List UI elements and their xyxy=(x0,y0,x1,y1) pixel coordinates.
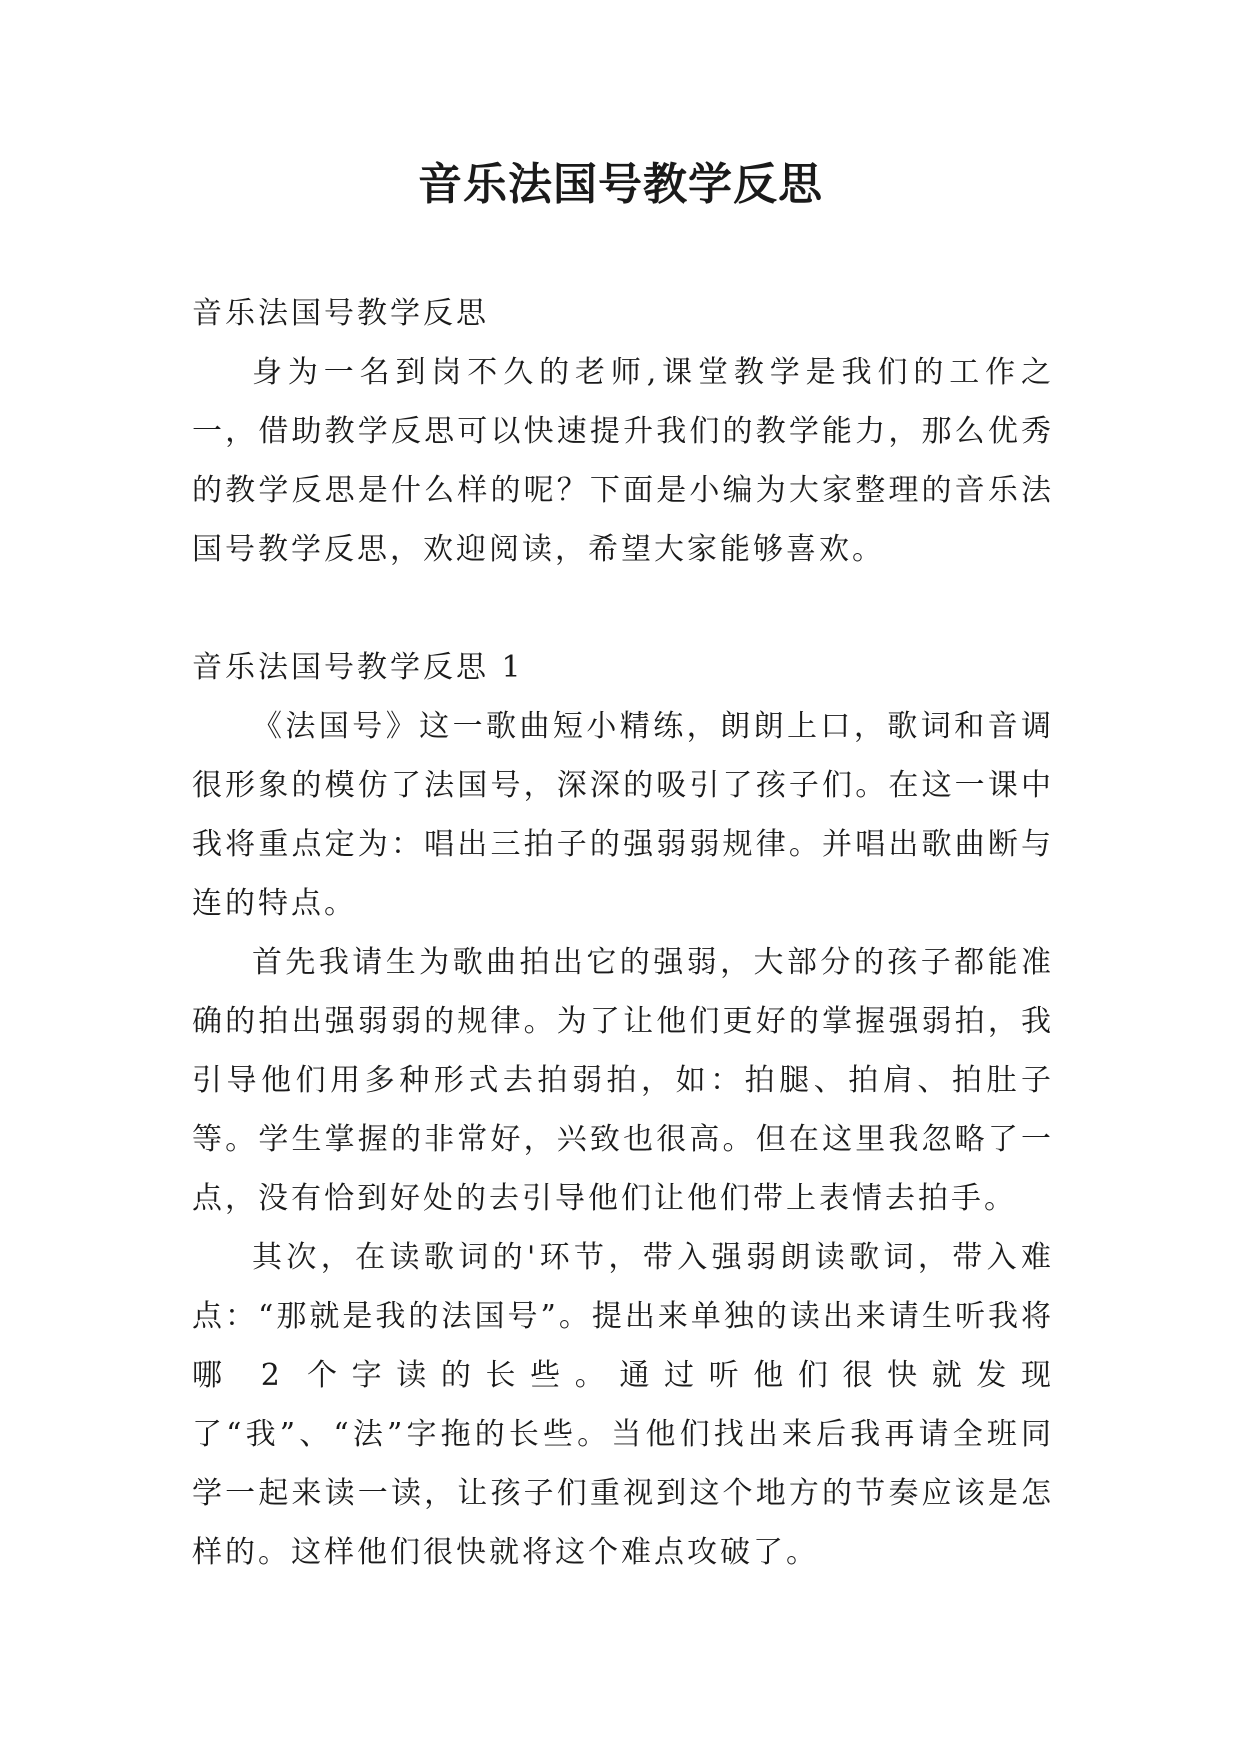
intro-heading: 音乐法国号教学反思 xyxy=(192,296,489,331)
section-1-paragraph: 首先我请生为歌曲拍出它的强弱，大部分的孩子都能准确的拍出强弱弱的规律。为了让他们更好的掌握强弱拍，我引导他们用多种形式去拍弱拍，如：拍腿、拍肩、拍肚子等。学生掌握的非常好，兴致也很高。但在这里我忽略了一点，没有恰到好处的去引导他们让他们带上表情去拍手。 xyxy=(192,945,1054,1216)
intro-paragraph: 身为一名到岗不久的老师,课堂教学是我们的工作之一，借助教学反思可以快速提升我们的教学能力，那么优秀的教学反思是什么样的呢？下面是小编为大家整理的音乐法国号教学反思，欢迎阅读，希望大家能够喜欢。 xyxy=(192,355,1054,567)
document-body xyxy=(192,284,1054,1582)
section-spacer xyxy=(192,579,1054,638)
section-1-paragraph: 《法国号》这一歌曲短小精练，朗朗上口，歌词和音调很形象的模仿了法国号，深深的吸引了孩子们。在这一课中我将重点定为：唱出三拍子的强弱弱规律。并唱出歌曲断与连的特点。 xyxy=(192,709,1054,921)
section-1-heading: 音乐法国号教学反思 1 xyxy=(192,650,524,685)
section-1-paragraph: 其次，在读歌词的'环节，带入强弱朗读歌词，带入难点：“那就是我的法国号”。提出来单独的读出来请生听我将哪 2 个字读的长些。通过听他们很快就发现了“我”、“法”字拖的长些。当他们找出来后我再请全班同学一起来读一读，让孩子们重视到这个地方的节奏应该是怎样的。这样他们很快就将这个难点攻破了。 xyxy=(192,1240,1054,1570)
document-title: 音乐法国号教学反思 xyxy=(418,159,823,210)
